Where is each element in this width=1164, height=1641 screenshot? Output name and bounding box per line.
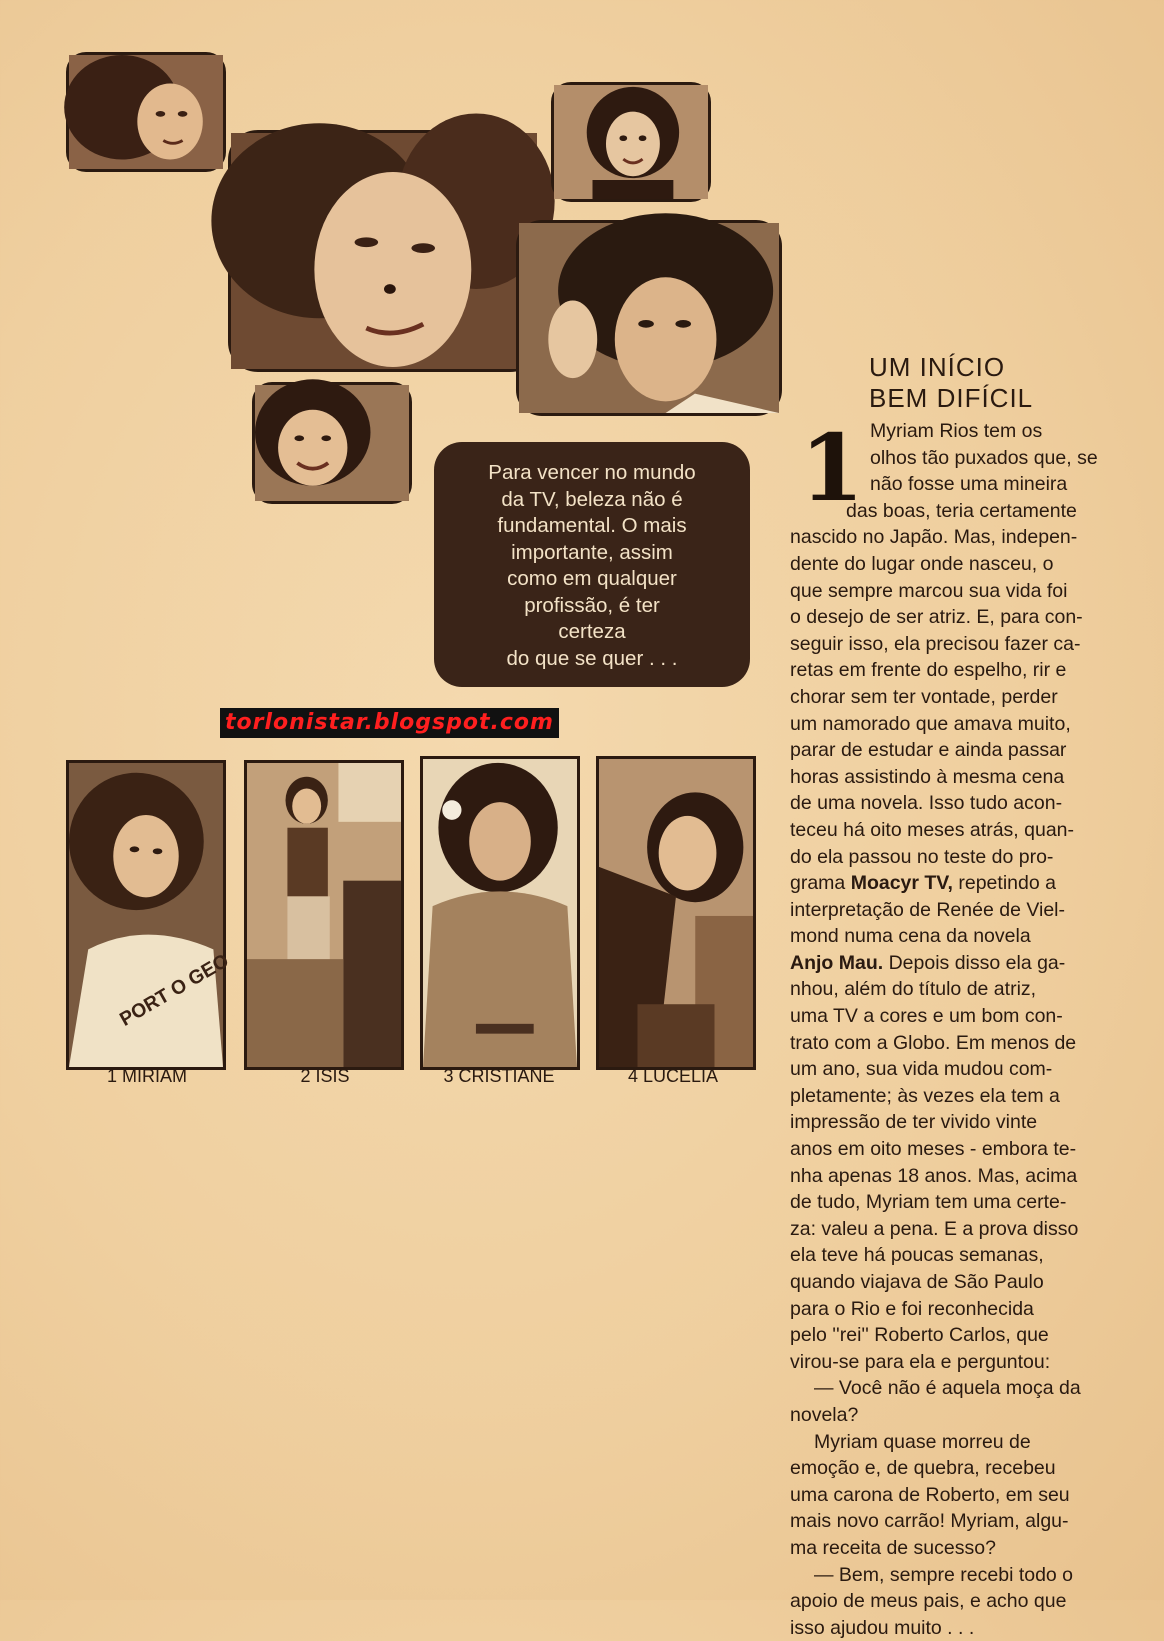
tv-photo-top-left bbox=[66, 52, 226, 172]
article-line: para o Rio e foi reconhecida bbox=[790, 1297, 1034, 1320]
photo-miriam bbox=[66, 760, 233, 1070]
quote-line: como em qualquer bbox=[507, 567, 677, 590]
article-line: pletamente; às vezes ela tem a bbox=[790, 1084, 1060, 1107]
article-line: mais novo carrão! Myriam, algu- bbox=[790, 1510, 1069, 1533]
article-line: Myriam Rios tem os bbox=[870, 420, 1043, 442]
article-body bbox=[790, 418, 1150, 1641]
article-line: que sempre marcou sua vida foi bbox=[790, 579, 1068, 602]
caption-lucelia: 4 LUCELIA bbox=[627, 1066, 719, 1086]
quote-line: do que se quer . . . bbox=[506, 646, 678, 670]
article-line: um namorado que amava muito, bbox=[790, 712, 1071, 735]
heading-line: UM INÍCIO bbox=[869, 352, 1006, 382]
article-line: retas em frente do espelho, rir e bbox=[790, 659, 1067, 682]
article-line: trato com a Globo. Em menos de bbox=[790, 1031, 1077, 1054]
photo-cristiane bbox=[420, 756, 580, 1070]
article-line: de uma novela. Isso tudo acon- bbox=[790, 792, 1063, 815]
article-line: do ela passou no teste do pro- bbox=[790, 845, 1054, 868]
article-line: parar de estudar e ainda passar bbox=[790, 739, 1067, 762]
caption-miriam: 1 MIRIAM bbox=[106, 1066, 187, 1086]
show-name-moacyr-tv: Moacyr TV, bbox=[850, 872, 953, 895]
quote-box bbox=[434, 442, 750, 687]
article-line: novela? bbox=[790, 1403, 859, 1426]
article-line: das boas, teria certamente bbox=[846, 499, 1077, 522]
quote-line: importante, assim bbox=[511, 540, 673, 564]
article-fragment: Depois disso ela ga- bbox=[888, 951, 1066, 974]
article-line: pelo ''rei'' Roberto Carlos, que bbox=[790, 1324, 1049, 1347]
article-line: — Bem, sempre recebi todo o bbox=[814, 1563, 1074, 1586]
photo-isis bbox=[244, 760, 404, 1070]
quote-line: fundamental. O mais bbox=[497, 514, 687, 537]
caption-cristiane: 3 CRISTIANE bbox=[443, 1066, 555, 1086]
article-line: mond numa cena da novela bbox=[790, 925, 1031, 948]
dropcap-text: 1 bbox=[800, 414, 865, 522]
article-fragment: grama bbox=[790, 872, 846, 895]
article-line-mixed bbox=[790, 950, 1150, 977]
article-line: ma receita de sucesso? bbox=[790, 1536, 996, 1559]
svg-text:PORT O GEO: PORT O GEO bbox=[116, 949, 233, 1031]
article-line: chorar sem ter vontade, perder bbox=[790, 685, 1058, 708]
novela-name-anjo-mau: Anjo Mau. bbox=[790, 951, 884, 974]
article-line: um ano, sua vida mudou com- bbox=[790, 1058, 1053, 1081]
article-line: impressão de ter vivido vinte bbox=[790, 1111, 1038, 1134]
article-line: dente do lugar onde nasceu, o bbox=[790, 552, 1054, 575]
tv-photo-top-right bbox=[551, 82, 711, 202]
article-line: za: valeu a pena. E a prova disso bbox=[790, 1217, 1079, 1240]
quote-line: Para vencer no mundo bbox=[488, 461, 696, 484]
article-line: uma TV a cores e um bom con- bbox=[790, 1005, 1063, 1028]
tv-photo-large-center bbox=[228, 130, 540, 372]
article-line: interpretação de Renée de Viel- bbox=[790, 898, 1065, 921]
article-line: não fosse uma mineira bbox=[870, 473, 1068, 496]
quote-line: profissão, é ter bbox=[524, 593, 660, 617]
article-line: horas assistindo à mesma cena bbox=[790, 765, 1065, 788]
tv-photo-right-middle bbox=[516, 220, 782, 416]
article-line: de tudo, Myriam tem uma certe- bbox=[790, 1191, 1067, 1214]
photo-lucelia bbox=[596, 756, 756, 1070]
article-line: o desejo de ser atriz. E, para con- bbox=[790, 606, 1083, 629]
quote-line: certeza bbox=[558, 620, 626, 643]
article-line: virou-se para ela e perguntou: bbox=[790, 1350, 1051, 1373]
article-heading bbox=[869, 352, 1033, 414]
article-line: nhou, além do título de atriz, bbox=[790, 978, 1037, 1001]
article-line: ela teve há poucas semanas, bbox=[790, 1244, 1044, 1267]
article-line: emoção e, de quebra, recebeu bbox=[790, 1457, 1056, 1480]
heading-line: BEM DIFÍCIL bbox=[869, 383, 1034, 413]
article-line: apoio de meus pais, e acho que bbox=[790, 1590, 1067, 1613]
article-line: quando viajava de São Paulo bbox=[790, 1271, 1044, 1293]
article-line: uma carona de Roberto, em seu bbox=[790, 1483, 1070, 1506]
article-fragment: repetindo a bbox=[958, 872, 1056, 895]
article-line: seguir isso, ela precisou fazer ca- bbox=[790, 632, 1081, 655]
article-line: — Você não é aquela moça da bbox=[814, 1377, 1081, 1400]
article-line: olhos tão puxados que, se bbox=[870, 446, 1098, 469]
article-line: Myriam quase morreu de bbox=[814, 1430, 1031, 1453]
tv-photo-bottom-left bbox=[252, 382, 412, 504]
article-line-mixed bbox=[790, 870, 1150, 897]
article-line: isso ajudou muito . . . bbox=[790, 1616, 975, 1639]
article-line: teceu há oito meses atrás, quan- bbox=[790, 818, 1074, 841]
caption-isis: 2 ISIS bbox=[300, 1066, 350, 1086]
quote-line: da TV, beleza não é bbox=[501, 487, 683, 511]
article-line: nha apenas 18 anos. Mas, acima bbox=[790, 1164, 1078, 1187]
article-line: anos em oito meses - embora te- bbox=[790, 1138, 1077, 1161]
blog-watermark[interactable]: torlonistar.blogspot.com bbox=[220, 708, 559, 738]
article-line: nascido no Japão. Mas, indepen- bbox=[790, 526, 1078, 549]
